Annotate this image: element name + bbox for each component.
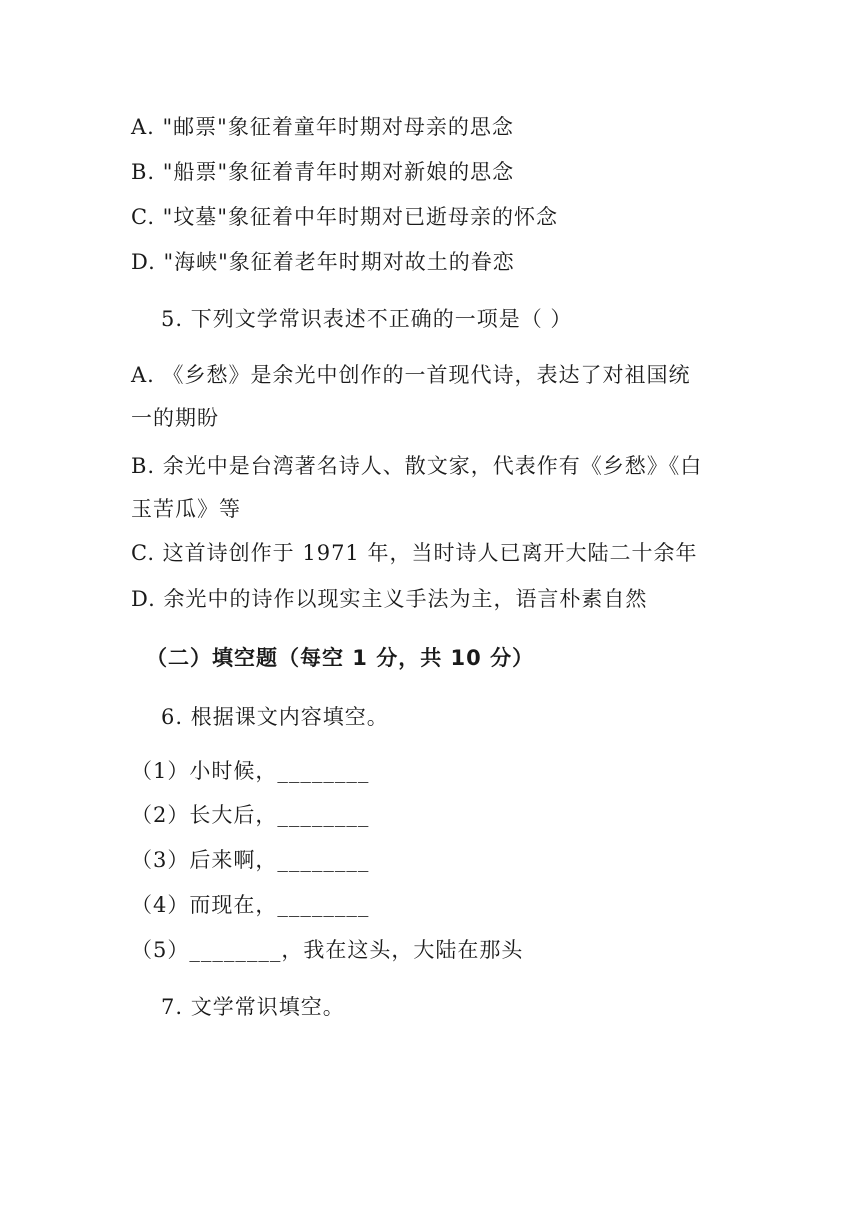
section-heading-fill-in: （二）填空题（每空 1 分，共 10 分）: [146, 646, 535, 670]
q5-stem: 5. 下列文学常识表述不正确的一项是（ ）: [161, 307, 573, 331]
q7-stem: 7. 文学常识填空。: [161, 995, 345, 1019]
q5-option-c: C. 这首诗创作于 1971 年，当时诗人已离开大陆二十余年: [131, 541, 698, 565]
q4-option-b: B. "船票"象征着青年时期对新娘的思念: [131, 160, 515, 184]
q6-blank-5: （5）________，我在这头，大陆在那头: [131, 938, 524, 962]
q6-blank-2: （2）长大后，________: [131, 803, 370, 827]
q5-option-a-line2: 一的期盼: [131, 406, 219, 430]
q4-option-c: C. "坟墓"象征着中年时期对已逝母亲的怀念: [131, 205, 558, 229]
q5-option-b-line1: B. 余光中是台湾著名诗人、散文家，代表作有《乡愁》《白: [131, 454, 703, 478]
q5-option-a-line1: A. 《乡愁》是余光中创作的一首现代诗，表达了对祖国统: [131, 363, 691, 387]
q5-option-d: D. 余光中的诗作以现实主义手法为主，语言朴素自然: [131, 587, 648, 611]
q5-option-b-line2: 玉苦瓜》等: [131, 497, 241, 521]
q4-option-a: A. "邮票"象征着童年时期对母亲的思念: [131, 115, 514, 139]
q4-option-d: D. "海峡"象征着老年时期对故土的眷恋: [131, 250, 515, 274]
q6-stem: 6. 根据课文内容填空。: [161, 705, 389, 729]
q6-blank-4: （4）而现在，________: [131, 893, 370, 917]
q6-blank-3: （3）后来啊，________: [131, 848, 370, 872]
q6-blank-1: （1）小时候，________: [131, 759, 370, 783]
